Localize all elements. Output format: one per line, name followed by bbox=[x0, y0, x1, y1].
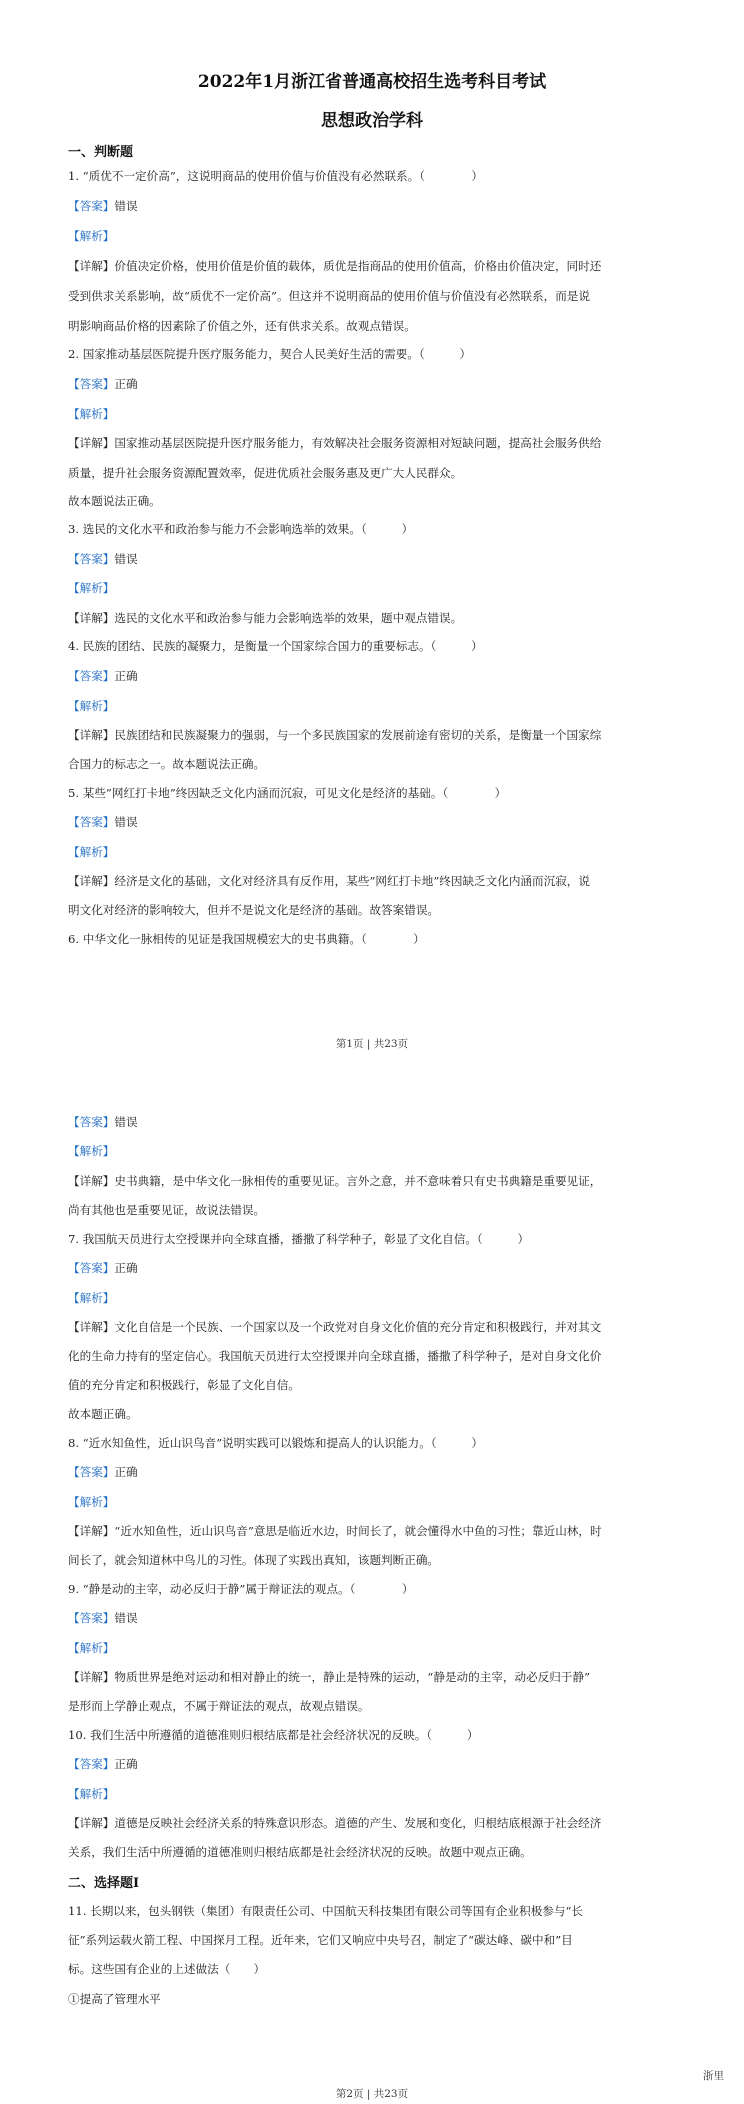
detail-5-line-1 bbox=[68, 873, 590, 889]
detail-text: 国家推动基层医院提升医疗服务能力，有效解决社会服务资源相对短缺问题，提高社会服务供给 bbox=[114, 436, 602, 450]
answer-tag: 【答案】 bbox=[68, 1115, 115, 1129]
question-11-line-2: 征”系列运载火箭工程、中国探月工程。近年来，它们又响应中央号召，制定了“碳达峰、碳中和”目 bbox=[68, 1933, 573, 1947]
detail-2-line-1 bbox=[68, 435, 601, 451]
question-11-line-3: 标。这些国有企业的上述做法（ ） bbox=[68, 1962, 266, 1976]
detail-4-line-2: 合国力的标志之一。故本题说法正确。 bbox=[68, 757, 266, 771]
analysis-tag-3: 【解析】 bbox=[68, 581, 115, 595]
answer-tag: 【答案】 bbox=[68, 815, 115, 829]
answer-tag: 【答案】 bbox=[68, 669, 115, 683]
question-4: 4. 民族的团结、民族的凝聚力，是衡量一个国家综合国力的重要标志。（ ） bbox=[68, 639, 483, 653]
section-heading-choice: 二、选择题Ⅰ bbox=[68, 1876, 140, 1891]
detail-text: 物质世界是绝对运动和相对静止的统一，静止是特殊的运动，“静是动的主宰，动必反归于静” bbox=[114, 1670, 590, 1684]
analysis-tag-8: 【解析】 bbox=[68, 1495, 115, 1509]
detail-tag: 【详解】 bbox=[68, 1670, 115, 1684]
detail-text: 文化自信是一个民族、一个国家以及一个政党对自身文化价值的充分肯定和积极践行，并对其文 bbox=[114, 1320, 602, 1334]
answer-tag: 【答案】 bbox=[68, 199, 115, 213]
answer-5 bbox=[68, 814, 138, 830]
detail-9-line-2: 是形而上学静止观点，不属于辩证法的观点，故观点错误。 bbox=[68, 1699, 370, 1713]
answer-4 bbox=[68, 668, 138, 684]
answer-tag: 【答案】 bbox=[68, 1757, 115, 1771]
answer-7 bbox=[68, 1260, 138, 1276]
answer-value: 错误 bbox=[114, 815, 138, 829]
answer-tag: 【答案】 bbox=[68, 1261, 115, 1275]
answer-value: 错误 bbox=[114, 552, 138, 566]
answer-value: 正确 bbox=[114, 669, 138, 683]
detail-1-line-3: 明影响商品价格的因素除了价值之外，还有供求关系。故观点错误。 bbox=[68, 319, 416, 333]
detail-1-line-2: 受到供求关系影响，故“质优不一定价高”。但这并不说明商品的使用价值与价值没有必然联系，而是说 bbox=[68, 289, 590, 303]
detail-2-line-2: 质量，提升社会服务资源配置效率，促进优质社会服务惠及更广大人民群众。 bbox=[68, 466, 463, 480]
answer-value: 正确 bbox=[114, 1757, 138, 1771]
detail-tag: 【详解】 bbox=[68, 874, 115, 888]
detail-7-line-4: 故本题正确。 bbox=[68, 1407, 138, 1421]
detail-text: 民族团结和民族凝聚力的强弱，与一个多民族国家的发展前途有密切的关系，是衡量一个国家综 bbox=[114, 728, 602, 742]
analysis-tag-4: 【解析】 bbox=[68, 699, 115, 713]
question-8: 8. “近水知鱼性，近山识鸟音”说明实践可以锻炼和提高人的认识能力。（ ） bbox=[68, 1436, 483, 1450]
question-9: 9. “静是动的主宰，动必反归于静”属于辩证法的观点。（ ） bbox=[68, 1582, 414, 1596]
analysis-tag-2: 【解析】 bbox=[68, 407, 115, 421]
detail-text: “近水知鱼性，近山识鸟音”意思是临近水边，时间长了，就会懂得水中鱼的习性；靠近山林，时 bbox=[114, 1524, 602, 1538]
detail-7-line-2: 化的生命力持有的坚定信心。我国航天员进行太空授课并向全球直播，播撒了科学种子，是对自身文化价 bbox=[68, 1349, 602, 1363]
analysis-tag-9: 【解析】 bbox=[68, 1641, 115, 1655]
detail-6-line-1 bbox=[68, 1173, 601, 1189]
option-1: ①提高了管理水平 bbox=[68, 1992, 161, 2006]
detail-1-line-1 bbox=[68, 258, 601, 274]
page-number-2: 第2页 | 共23页 bbox=[335, 2088, 409, 2100]
answer-tag: 【答案】 bbox=[68, 1465, 115, 1479]
detail-8-line-2: 间长了，就会知道林中鸟儿的习性。体现了实践出真知，该题判断正确。 bbox=[68, 1553, 440, 1567]
detail-text: 史书典籍，是中华文化一脉相传的重要见证。言外之意，并不意味着只有史书典籍是重要见证， bbox=[114, 1174, 602, 1188]
detail-5-line-2: 明文化对经济的影响较大，但并不是说文化是经济的基础。故答案错误。 bbox=[68, 903, 440, 917]
answer-6 bbox=[68, 1114, 138, 1130]
answer-9 bbox=[68, 1610, 138, 1626]
page-title: 2022年1月浙江省普通高校招生选考科目考试 bbox=[197, 72, 547, 92]
detail-text: 价值决定价格，使用价值是价值的载体，质优是指商品的使用价值高，价格由价值决定，同时还 bbox=[114, 259, 602, 273]
analysis-tag-7: 【解析】 bbox=[68, 1291, 115, 1305]
answer-2 bbox=[68, 376, 138, 392]
detail-8-line-1 bbox=[68, 1523, 602, 1539]
answer-value: 错误 bbox=[114, 1115, 138, 1129]
detail-9-line-1 bbox=[68, 1669, 590, 1685]
answer-value: 错误 bbox=[114, 1611, 138, 1625]
section-heading-judgement: 一、判断题 bbox=[68, 145, 134, 160]
question-6: 6. 中华文化一脉相传的见证是我国规模宏大的史书典籍。（ ） bbox=[68, 932, 425, 946]
detail-tag: 【详解】 bbox=[68, 1524, 115, 1538]
detail-tag: 【详解】 bbox=[68, 1320, 115, 1334]
answer-1 bbox=[68, 198, 138, 214]
detail-10-line-1 bbox=[68, 1815, 601, 1831]
analysis-tag-5: 【解析】 bbox=[68, 845, 115, 859]
question-10: 10. 我们生活中所遵循的道德准则归根结底都是社会经济状况的反映。（ ） bbox=[68, 1728, 479, 1742]
analysis-tag-10: 【解析】 bbox=[68, 1787, 115, 1801]
answer-3 bbox=[68, 551, 138, 567]
answer-10 bbox=[68, 1756, 138, 1772]
detail-3-line-1 bbox=[68, 610, 462, 626]
analysis-tag-1: 【解析】 bbox=[68, 229, 115, 243]
watermark-text: 浙里 bbox=[703, 2070, 724, 2082]
detail-tag: 【详解】 bbox=[68, 728, 115, 742]
detail-tag: 【详解】 bbox=[68, 1174, 115, 1188]
detail-text: 道德是反映社会经济关系的特殊意识形态。道德的产生、发展和变化，归根结底根源于社会经济 bbox=[114, 1816, 602, 1830]
answer-8 bbox=[68, 1464, 138, 1480]
detail-text: 选民的文化水平和政治参与能力会影响选举的效果，题中观点错误。 bbox=[114, 611, 463, 625]
detail-6-line-2: 尚有其他也是重要见证，故说法错误。 bbox=[68, 1203, 266, 1217]
answer-value: 错误 bbox=[114, 199, 138, 213]
detail-7-line-1 bbox=[68, 1319, 601, 1335]
detail-2-line-3: 故本题说法正确。 bbox=[68, 494, 161, 508]
answer-value: 正确 bbox=[114, 1261, 138, 1275]
detail-10-line-2: 关系，我们生活中所遵循的道德准则归根结底都是社会经济状况的反映。故题中观点正确。 bbox=[68, 1845, 532, 1859]
detail-tag: 【详解】 bbox=[68, 259, 115, 273]
answer-value: 正确 bbox=[114, 377, 138, 391]
detail-tag: 【详解】 bbox=[68, 436, 115, 450]
page-subtitle: 思想政治学科 bbox=[321, 111, 423, 131]
question-3: 3. 选民的文化水平和政治参与能力不会影响选举的效果。（ ） bbox=[68, 522, 414, 536]
detail-text: 经济是文化的基础，文化对经济具有反作用，某些”网红打卡地”终因缺乏文化内涵而沉寂，说 bbox=[114, 874, 590, 888]
question-5: 5. 某些”网红打卡地”终因缺乏文化内涵而沉寂，可见文化是经济的基础。（ ） bbox=[68, 786, 507, 800]
answer-value: 正确 bbox=[114, 1465, 138, 1479]
question-1: 1. “质优不一定价高”，这说明商品的使用价值与价值没有必然联系。（ ） bbox=[68, 169, 483, 183]
question-11-line-1: 11. 长期以来，包头钢铁（集团）有限责任公司、中国航天科技集团有限公司等国有企业积极参与“长 bbox=[68, 1904, 583, 1918]
detail-tag: 【详解】 bbox=[68, 1816, 115, 1830]
question-7: 7. 我国航天员进行太空授课并向全球直播，播撒了科学种子，彰显了文化自信。（ ） bbox=[68, 1232, 530, 1246]
answer-tag: 【答案】 bbox=[68, 377, 115, 391]
detail-4-line-1 bbox=[68, 727, 601, 743]
page-number-1: 第1页 | 共23页 bbox=[335, 1038, 409, 1050]
detail-7-line-3: 值的充分肯定和积极践行，彰显了文化自信。 bbox=[68, 1378, 300, 1392]
answer-tag: 【答案】 bbox=[68, 1611, 115, 1625]
answer-tag: 【答案】 bbox=[68, 552, 115, 566]
question-2: 2. 国家推动基层医院提升医疗服务能力，契合人民美好生活的需要。（ ） bbox=[68, 347, 472, 361]
detail-tag: 【详解】 bbox=[68, 611, 115, 625]
analysis-tag-6: 【解析】 bbox=[68, 1144, 115, 1158]
